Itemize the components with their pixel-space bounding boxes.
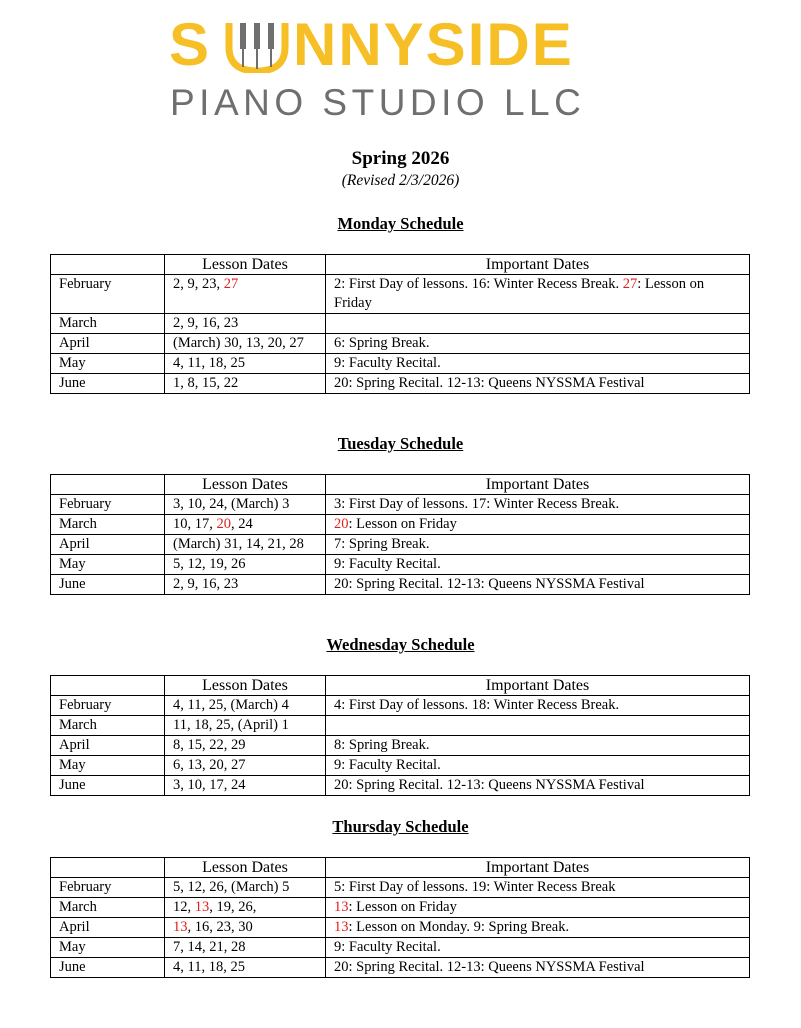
table-row bbox=[51, 736, 750, 756]
month-label: February bbox=[59, 879, 112, 895]
month-cell bbox=[51, 776, 165, 796]
table-row bbox=[51, 898, 750, 918]
lesson-date-highlight: 13 bbox=[173, 919, 188, 935]
lesson-dates-text: (March) 31, 14, 21, 28 bbox=[173, 536, 304, 552]
header-month bbox=[51, 676, 165, 696]
lesson-dates-cell bbox=[165, 918, 326, 938]
important-dates-text: 9: Faculty Recital. bbox=[334, 355, 441, 371]
lesson-dates-cell bbox=[165, 756, 326, 776]
lesson-dates-cell bbox=[165, 515, 326, 535]
important-dates-text: 9: Faculty Recital. bbox=[334, 939, 441, 955]
important-dates-text: 20: Spring Recital. 12-13: Queens NYSSMA Festival bbox=[334, 777, 645, 793]
lesson-dates-text: 2, 9, 16, 23 bbox=[173, 315, 239, 331]
lesson-dates-cell bbox=[165, 314, 326, 334]
lesson-dates-cell bbox=[165, 938, 326, 958]
important-dates-text: 7: Spring Break. bbox=[334, 536, 430, 552]
thursday-schedule-table bbox=[50, 857, 750, 978]
month-label: May bbox=[59, 939, 86, 955]
month-cell bbox=[51, 575, 165, 595]
table-header-row bbox=[51, 475, 750, 495]
lesson-dates-cell bbox=[165, 555, 326, 575]
month-label: May bbox=[59, 556, 86, 572]
logo-word-rest: NNYSIDE bbox=[293, 11, 574, 78]
lesson-dates-text: 3, 10, 17, 24 bbox=[173, 777, 246, 793]
month-cell bbox=[51, 878, 165, 898]
important-dates-cell bbox=[326, 938, 750, 958]
table-row bbox=[51, 535, 750, 555]
month-cell bbox=[51, 314, 165, 334]
lesson-dates-text: (March) 30, 13, 20, 27 bbox=[173, 335, 304, 351]
table-row bbox=[51, 938, 750, 958]
lesson-dates-cell bbox=[165, 374, 326, 394]
piano-keys-icon bbox=[225, 23, 289, 73]
header-month bbox=[51, 475, 165, 495]
month-cell bbox=[51, 535, 165, 555]
important-dates-cell bbox=[326, 958, 750, 978]
table-row bbox=[51, 958, 750, 978]
month-cell bbox=[51, 918, 165, 938]
lesson-dates-cell bbox=[165, 958, 326, 978]
important-dates-cell bbox=[326, 776, 750, 796]
lesson-dates-text: 5, 12, 19, 26 bbox=[173, 556, 246, 572]
table-row bbox=[51, 716, 750, 736]
month-label: February bbox=[59, 276, 112, 292]
monday-schedule-table bbox=[50, 254, 750, 394]
table-row bbox=[51, 354, 750, 374]
important-dates-text: 3: First Day of lessons. 17: Winter Recess Break. bbox=[334, 496, 620, 512]
month-label: April bbox=[59, 335, 90, 351]
tuesday-schedule-table bbox=[50, 474, 750, 595]
lesson-dates-text: 7, 14, 21, 28 bbox=[173, 939, 246, 955]
important-dates-cell bbox=[326, 756, 750, 776]
lesson-dates-text: 5, 12, 26, (March) 5 bbox=[173, 879, 290, 895]
lesson-dates-cell bbox=[165, 776, 326, 796]
important-dates-text: : Lesson on Friday bbox=[348, 899, 457, 915]
month-label: March bbox=[59, 717, 97, 733]
important-date-highlight: 13 bbox=[334, 919, 349, 935]
table-row bbox=[51, 515, 750, 535]
table-header-row bbox=[51, 255, 750, 275]
important-dates-cell bbox=[326, 696, 750, 716]
lesson-dates-cell bbox=[165, 878, 326, 898]
monday-schedule-title: Monday Schedule bbox=[337, 214, 464, 233]
important-dates-cell bbox=[326, 736, 750, 756]
important-dates-cell bbox=[326, 495, 750, 515]
table-row bbox=[51, 275, 750, 314]
logo-letter-s: S bbox=[169, 11, 212, 78]
month-label: May bbox=[59, 355, 86, 371]
header-month bbox=[51, 255, 165, 275]
important-dates-text: : Lesson on Monday. 9: Spring Break. bbox=[348, 919, 570, 935]
month-label: June bbox=[59, 959, 86, 975]
important-dates-cell bbox=[326, 354, 750, 374]
table-row bbox=[51, 776, 750, 796]
header-lesson-dates: Lesson Dates bbox=[165, 858, 326, 878]
important-dates-cell bbox=[326, 898, 750, 918]
lesson-dates-text: 4, 11, 18, 25 bbox=[173, 959, 245, 975]
lesson-dates-cell bbox=[165, 575, 326, 595]
important-dates-text: 20: Spring Recital. 12-13: Queens NYSSMA Festival bbox=[334, 375, 645, 391]
important-dates-cell bbox=[326, 555, 750, 575]
lesson-dates-text: 10, 17, bbox=[173, 516, 217, 532]
month-cell bbox=[51, 354, 165, 374]
lesson-dates-cell bbox=[165, 696, 326, 716]
tuesday-schedule-title: Tuesday Schedule bbox=[337, 434, 464, 453]
header-important-dates: Important Dates bbox=[326, 676, 750, 696]
table-row bbox=[51, 555, 750, 575]
important-date-highlight: 20 bbox=[334, 516, 349, 532]
month-cell bbox=[51, 716, 165, 736]
table-header-row bbox=[51, 676, 750, 696]
lesson-dates-text: 2, 9, 16, 23 bbox=[173, 576, 239, 592]
month-cell bbox=[51, 938, 165, 958]
month-cell bbox=[51, 374, 165, 394]
table-row bbox=[51, 756, 750, 776]
important-dates-text: 5: First Day of lessons. 19: Winter Recess Break bbox=[334, 879, 616, 895]
important-dates-text: 2: First Day of lessons. 16: Winter Recess Break. bbox=[334, 276, 623, 292]
important-dates-text: : Lesson on Friday bbox=[334, 276, 705, 311]
month-cell bbox=[51, 555, 165, 575]
header-important-dates: Important Dates bbox=[326, 255, 750, 275]
important-dates-cell bbox=[326, 878, 750, 898]
table-row bbox=[51, 334, 750, 354]
important-dates-text: 20: Spring Recital. 12-13: Queens NYSSMA Festival bbox=[334, 576, 645, 592]
month-label: February bbox=[59, 496, 112, 512]
important-dates-cell bbox=[326, 535, 750, 555]
important-dates-cell bbox=[326, 314, 750, 334]
month-cell bbox=[51, 696, 165, 716]
lesson-dates-text: , 16, 23, 30 bbox=[187, 919, 253, 935]
month-cell bbox=[51, 495, 165, 515]
lesson-dates-text: , 24 bbox=[231, 516, 253, 532]
thursday-schedule-title: Thursday Schedule bbox=[332, 817, 469, 836]
month-label: June bbox=[59, 777, 86, 793]
month-label: April bbox=[59, 737, 90, 753]
lesson-date-highlight: 27 bbox=[223, 276, 239, 292]
important-dates-cell bbox=[326, 275, 750, 314]
lesson-dates-text: 2, 9, 23, bbox=[173, 276, 224, 292]
lesson-dates-cell bbox=[165, 898, 326, 918]
table-row bbox=[51, 878, 750, 898]
important-dates-text: 9: Faculty Recital. bbox=[334, 757, 441, 773]
important-dates-text: 8: Spring Break. bbox=[334, 737, 430, 753]
lesson-dates-cell bbox=[165, 736, 326, 756]
table-row bbox=[51, 374, 750, 394]
table-row bbox=[51, 575, 750, 595]
table-header-row bbox=[51, 858, 750, 878]
important-dates-cell bbox=[326, 374, 750, 394]
month-label: March bbox=[59, 315, 97, 331]
important-dates-cell bbox=[326, 515, 750, 535]
studio-logo bbox=[165, 11, 630, 123]
lesson-dates-cell bbox=[165, 354, 326, 374]
month-cell bbox=[51, 756, 165, 776]
month-label: April bbox=[59, 919, 90, 935]
important-dates-cell bbox=[326, 918, 750, 938]
lesson-dates-text: , 19, 26, bbox=[209, 899, 257, 915]
lesson-dates-cell bbox=[165, 495, 326, 515]
month-label: June bbox=[59, 576, 86, 592]
lesson-dates-text: 1, 8, 15, 22 bbox=[173, 375, 239, 391]
lesson-dates-cell bbox=[165, 535, 326, 555]
important-dates-text: 6: Spring Break. bbox=[334, 335, 430, 351]
month-label: March bbox=[59, 899, 97, 915]
lesson-dates-text: 3, 10, 24, (March) 3 bbox=[173, 496, 290, 512]
revision-note: (Revised 2/3/2026) bbox=[341, 172, 460, 189]
header-lesson-dates: Lesson Dates bbox=[165, 475, 326, 495]
important-dates-text: : Lesson on Friday bbox=[348, 516, 457, 532]
month-label: April bbox=[59, 536, 90, 552]
month-cell bbox=[51, 515, 165, 535]
important-dates-cell bbox=[326, 334, 750, 354]
month-cell bbox=[51, 275, 165, 314]
month-cell bbox=[51, 958, 165, 978]
lesson-dates-text: 8, 15, 22, 29 bbox=[173, 737, 246, 753]
lesson-dates-text: 6, 13, 20, 27 bbox=[173, 757, 246, 773]
header-important-dates: Important Dates bbox=[326, 858, 750, 878]
header-month bbox=[51, 858, 165, 878]
table-row bbox=[51, 918, 750, 938]
lesson-dates-cell bbox=[165, 334, 326, 354]
lesson-dates-text: 12, bbox=[173, 899, 195, 915]
header-lesson-dates: Lesson Dates bbox=[165, 676, 326, 696]
wednesday-schedule-table bbox=[50, 675, 750, 796]
wednesday-schedule-title: Wednesday Schedule bbox=[326, 635, 475, 654]
lesson-dates-cell bbox=[165, 716, 326, 736]
lesson-dates-cell bbox=[165, 275, 326, 314]
lesson-dates-text: 4, 11, 25, (March) 4 bbox=[173, 697, 289, 713]
logo-subtitle: PIANO STUDIO LLC bbox=[170, 82, 586, 123]
important-dates-text: 4: First Day of lessons. 18: Winter Recess Break. bbox=[334, 697, 620, 713]
lesson-dates-text: 4, 11, 18, 25 bbox=[173, 355, 245, 371]
lesson-date-highlight: 13 bbox=[194, 899, 210, 915]
important-dates-cell bbox=[326, 716, 750, 736]
month-label: February bbox=[59, 697, 112, 713]
table-row bbox=[51, 314, 750, 334]
month-label: June bbox=[59, 375, 86, 391]
table-row bbox=[51, 696, 750, 716]
month-label: March bbox=[59, 516, 97, 532]
header-lesson-dates: Lesson Dates bbox=[165, 255, 326, 275]
page-title: Spring 2026 bbox=[351, 148, 450, 169]
month-cell bbox=[51, 736, 165, 756]
month-label: May bbox=[59, 757, 86, 773]
table-row bbox=[51, 495, 750, 515]
header-important-dates: Important Dates bbox=[326, 475, 750, 495]
important-date-highlight: 27 bbox=[622, 276, 638, 292]
important-dates-text: 9: Faculty Recital. bbox=[334, 556, 441, 572]
month-cell bbox=[51, 898, 165, 918]
lesson-date-highlight: 20 bbox=[216, 516, 231, 532]
important-dates-cell bbox=[326, 575, 750, 595]
month-cell bbox=[51, 334, 165, 354]
important-date-highlight: 13 bbox=[334, 899, 349, 915]
lesson-dates-text: 11, 18, 25, (April) 1 bbox=[173, 717, 289, 733]
important-dates-text: 20: Spring Recital. 12-13: Queens NYSSMA Festival bbox=[334, 959, 645, 975]
